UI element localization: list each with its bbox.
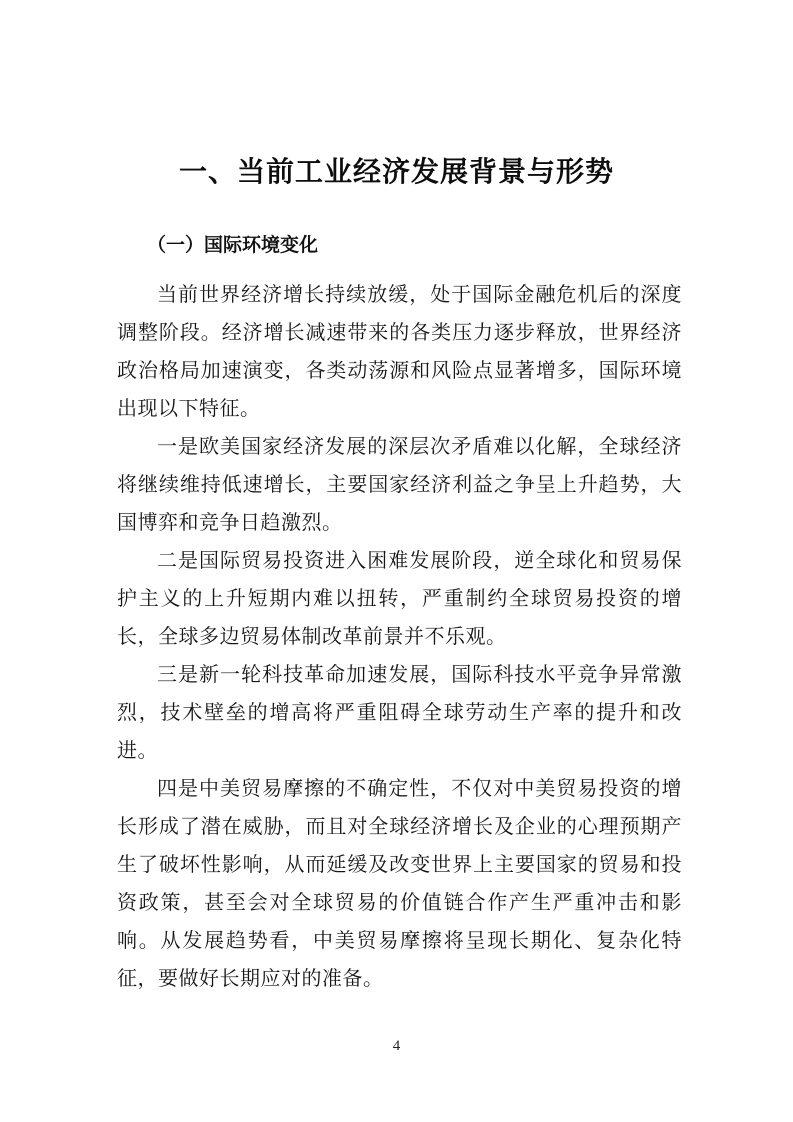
paragraph-point-1: 一是欧美国家经济发展的深层次矛盾难以化解，全球经济将继续维持低速增长，主要国家经济利益之争呈上升趋势，大国博弈和竞争日趋激烈。	[117, 434, 682, 534]
paragraph-point-2: 二是国际贸易投资进入困难发展阶段，逆全球化和贸易保护主义的上升短期内难以扭转，严重制约全球贸易投资的增长，全球多边贸易体制改革前景并不乐观。	[117, 548, 682, 648]
page-number: 4	[392, 1038, 401, 1054]
paragraph-point-3: 三是新一轮科技革命加速发展，国际科技水平竞争异常激烈，技术壁垒的增高将严重阻碍全球劳动生产率的提升和改进。	[117, 662, 682, 762]
paragraph-point-4: 四是中美贸易摩擦的不确定性，不仅对中美贸易投资的增长形成了潜在威胁，而且对全球经济增长及企业的心理预期产生了破坏性影响，从而延缓及改变世界上主要国家的贸易和投资政策，甚至会对全球贸易的价值链合作产生严重冲击和影响。从发展趋势看，中美贸易摩擦将呈现长期化、复杂化特征，要做好长期应对的准备。	[117, 776, 682, 990]
page-title: 一、当前工业经济发展背景与形势	[178, 155, 614, 188]
paragraph-intro: 当前世界经济增长持续放缓，处于国际金融危机后的深度调整阶段。经济增长减速带来的各类压力逐步释放，世界经济政治格局加速演变，各类动荡源和风险点显著增多，国际环境出现以下特征。	[117, 282, 682, 420]
body-text	[117, 275, 682, 997]
section-heading: （一）国际环境变化	[147, 234, 319, 256]
